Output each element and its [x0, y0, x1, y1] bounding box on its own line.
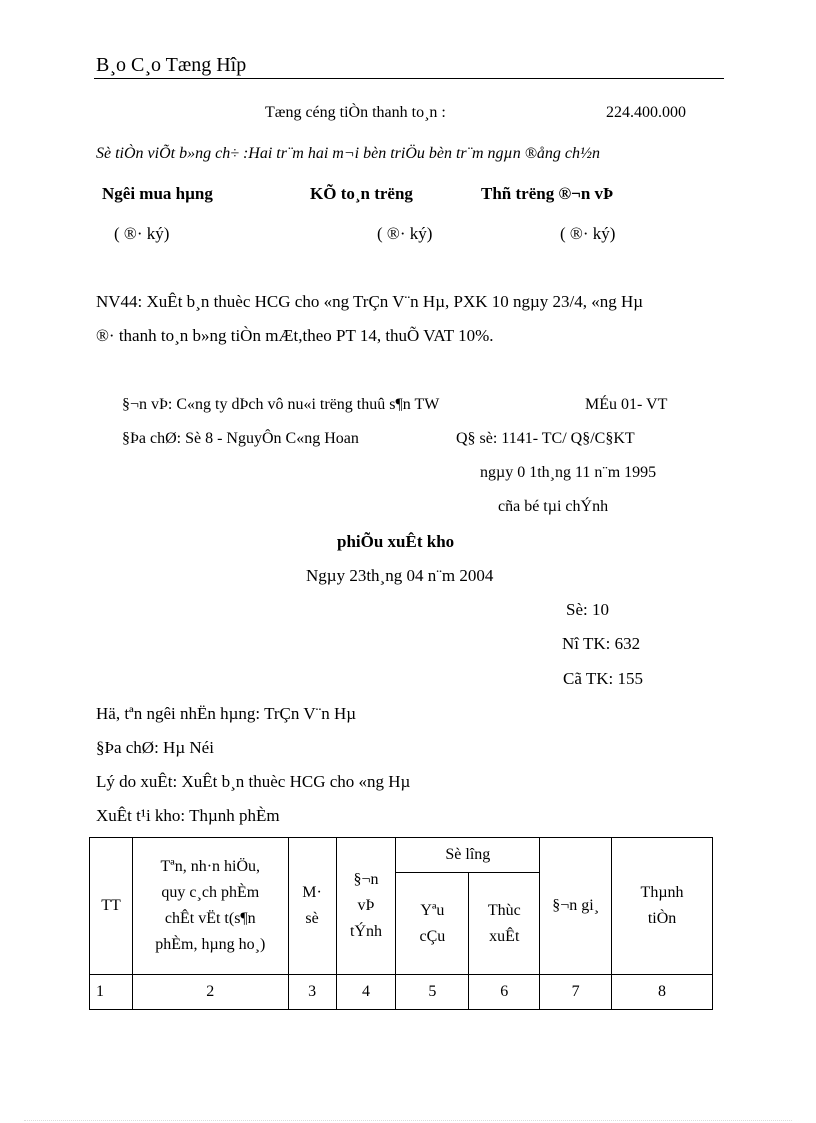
signature-note-chief-accountant: ( ®· ký) — [377, 224, 433, 243]
signature-role-chief-accountant: KÕ to¸n trëng — [310, 184, 413, 203]
signature-note-buyer: ( ®· ký) — [114, 224, 170, 243]
col-header-unit-line: vÞ — [357, 897, 375, 914]
table-index-cell: 6 — [469, 975, 540, 1010]
voucher-title: phiÕu xuÊt kho — [337, 532, 455, 551]
col-header-qty-actual-line: Thùc — [487, 901, 521, 919]
table-index-cell: 3 — [288, 975, 336, 1010]
voucher-date: Ngµy 23th¸ng 04 n¨m 2004 — [306, 566, 494, 585]
col-header-name-line: quy c¸ch phÈm — [161, 884, 260, 901]
col-header-name-line: chÊt vËt t(s¶n — [164, 910, 256, 927]
page-header-title: B¸o C¸o Tæng Hîp — [96, 54, 247, 76]
decision-date: ngµy 0 1th¸ng 11 n¨m 1995 — [480, 464, 657, 481]
header-divider — [94, 78, 724, 79]
issue-reason: Lý do xuÊt: XuÊt b¸n thuèc HCG cho «ng Hµ — [96, 772, 411, 791]
decision-issuer: cña bé tµi chÝnh — [498, 498, 609, 515]
table-index-cell: 2 — [132, 975, 288, 1010]
issue-warehouse: XuÊt t¹i kho: Thµnh phÈm — [96, 806, 280, 825]
col-header-unit-line: tÝnh — [350, 923, 382, 940]
col-header-amount — [612, 838, 713, 975]
col-header-name-line: phÈm, hµng ho¸) — [155, 936, 266, 953]
col-header-code-line: M· — [302, 884, 322, 901]
col-header-quantity: Sè lîng — [396, 838, 540, 873]
total-amount: 224.400.000 — [606, 104, 686, 121]
table-index-cell: 4 — [336, 975, 396, 1010]
col-header-name-line: Tªn, nh·n hiÖu, — [160, 858, 261, 875]
org-unit: §¬n vÞ: C«ng ty dÞch vô nu«i trëng thuû s¶n TW — [122, 396, 440, 413]
signature-role-director: Thñ trëng ®¬n vÞ — [481, 184, 614, 203]
voucher-number: Sè: 10 — [566, 600, 609, 619]
col-header-amount-line: Thµnh — [640, 884, 684, 901]
col-header-qty-actual-line: xuÊt — [489, 927, 520, 945]
credit-account: Cã TK: 155 — [563, 669, 643, 688]
table-index-cell: 1 — [90, 975, 133, 1010]
nv44-line-1: NV44: XuÊt b¸n thuèc HCG cho «ng TrÇn V¨n Hµ, PXK 10 ngµy 23/4, «ng Hµ — [96, 292, 644, 311]
col-header-qty-requested-line: Yªu — [420, 901, 445, 919]
total-label: Tæng céng tiÒn thanh to¸n : — [265, 104, 446, 121]
nv44-line-2: ®· thanh to¸n b»ng tiÒn mÆt,theo PT 14, thuÕ VAT 10%. — [96, 326, 494, 345]
col-header-code-line: sè — [305, 910, 319, 927]
table-header-row — [90, 838, 713, 873]
recipient-name: Hä, tªn ngêi nhËn hµng: TrÇn V¨n Hµ — [96, 704, 357, 723]
amount-in-words: Sè tiÒn viÕt b»ng ch÷ :Hai tr¨m hai m¬i bèn triÖu bèn tr¨m ngµn ®ång ch½n — [96, 145, 601, 162]
col-header-qty-actual — [469, 873, 540, 975]
col-header-qty-requested-line: cÇu — [419, 927, 446, 945]
col-header-tt: TT — [90, 838, 133, 975]
table-index-cell: 5 — [396, 975, 469, 1010]
col-header-code — [288, 838, 336, 975]
table-index-cell: 7 — [540, 975, 612, 1010]
table-index-row — [90, 975, 713, 1010]
goods-table — [89, 837, 713, 1010]
col-header-unit — [336, 838, 396, 975]
page-bottom-dotted-line — [24, 1120, 792, 1121]
col-header-qty-requested — [396, 873, 469, 975]
org-address: §Þa chØ: Sè 8 - NguyÔn C«ng Hoan — [122, 430, 359, 447]
col-header-unit-line: §¬n — [353, 871, 379, 888]
col-header-price: §¬n gi¸ — [540, 838, 612, 975]
recipient-address: §Þa chØ: Hµ Néi — [96, 738, 214, 757]
debit-account: Nî TK: 632 — [562, 634, 641, 653]
col-header-amount-line: tiÒn — [647, 910, 677, 927]
table-index-cell: 8 — [612, 975, 713, 1010]
form-code: MÉu 01- VT — [585, 396, 668, 413]
decision-number: Q§ sè: 1141- TC/ Q§/C§KT — [456, 430, 635, 447]
signature-note-director: ( ®· ký) — [560, 224, 616, 243]
signature-role-buyer: Ngêi mua hµng — [102, 184, 213, 203]
col-header-name — [132, 838, 288, 975]
